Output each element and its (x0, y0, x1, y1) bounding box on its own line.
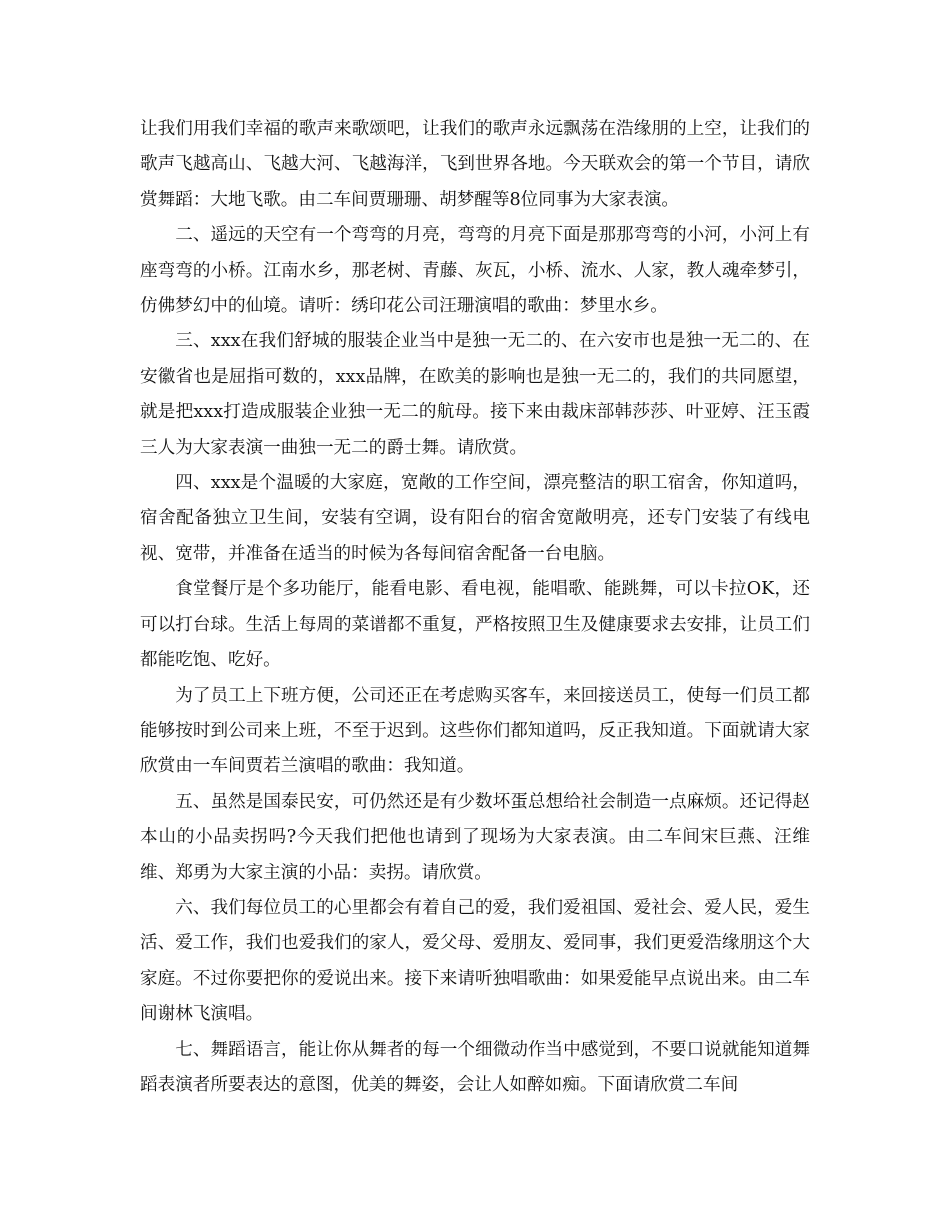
paragraph-opening: 让我们用我们幸福的歌声来歌颂吧，让我们的歌声永远飘荡在浩缘朋的上空，让我们的歌声飞越高山、飞越大河、飞越海洋，飞到世界各地。今天联欢会的第一个节目，请欣赏舞蹈：大地飞歌。由二车间贾珊珊、胡梦醒等8位同事为大家表演。 (140, 119, 810, 210)
paragraph-program-6: 六、我们每位员工的心里都会有着自己的爱，我们爱祖国、爱社会、爱人民，爱生活、爱工作，我们也爱我们的家人，爱父母、爱朋友、爱同事，我们更爱浩缘朋这个大家庭。不过你要把你的爱说出来。接下来请听独唱歌曲：如果爱能早点说出来。由二车间谢林飞演唱。 (140, 897, 810, 1025)
paragraph-program-5: 五、虽然是国泰民安，可仍然还是有少数坏蛋总想给社会制造一点麻烦。还记得赵本山的小品卖拐吗?今天我们把他也请到了现场为大家表演。由二车间宋巨燕、汪维维、郑勇为大家主演的小品：卖拐。请欣赏。 (140, 791, 810, 883)
paragraph-program-4: 四、xxx是个温暖的大家庭，宽敞的工作空间，漂亮整洁的职工宿舍，你知道吗，宿舍配备独立卫生间，安装有空调，设有阳台的宿舍宽敞明亮，还专门安装了有线电视、宽带，并准备在适当的时候为各每间宿舍配备一台电脑。 (140, 473, 810, 564)
paragraph-program-2: 二、遥远的天空有一个弯弯的月亮，弯弯的月亮下面是那那弯弯的小河，小河上有座弯弯的小桥。江南水乡，那老树、青藤、灰瓦，小桥、流水、人家，教人魂牵梦引，仿佛梦幻中的仙境。请听：绣印花公司汪珊演唱的歌曲：梦里水乡。 (140, 225, 810, 317)
paragraph-program-7: 七、舞蹈语言，能让你从舞者的每一个细微动作当中感觉到，不要口说就能知道舞蹈表演者所要表达的意图，优美的舞姿，会让人如醉如痴。下面请欣赏二车间 (140, 1039, 810, 1095)
paragraph-commute: 为了员工上下班方便，公司还正在考虑购买客车，来回接送员工，使每一们员工都能够按时到公司来上班，不至于迟到。这些你们都知道吗，反正我知道。下面就请大家欣赏由一车间贾若兰演唱的歌曲：我知道。 (140, 685, 810, 777)
paragraph-program-3: 三、xxx在我们舒城的服装企业当中是独一无二的、在六安市也是独一无二的、在安徽省也是屈指可数的，xxx品牌，在欧美的影响也是独一无二的，我们的共同愿望，就是把xxx打造成服装企业独一无二的航母。接下来由裁床部韩莎莎、叶亚婷、汪玉霞三人为大家表演一曲独一无二的爵士舞。请欣赏。 (140, 331, 810, 458)
document-body (140, 112, 810, 1103)
paragraph-canteen: 食堂餐厅是个多功能厅，能看电影、看电视，能唱歌、能跳舞，可以卡拉OK，还可以打台球。生活上每周的菜谱都不重复，严格按照卫生及健康要求去安排，让员工们都能吃饱、吃好。 (140, 579, 810, 671)
